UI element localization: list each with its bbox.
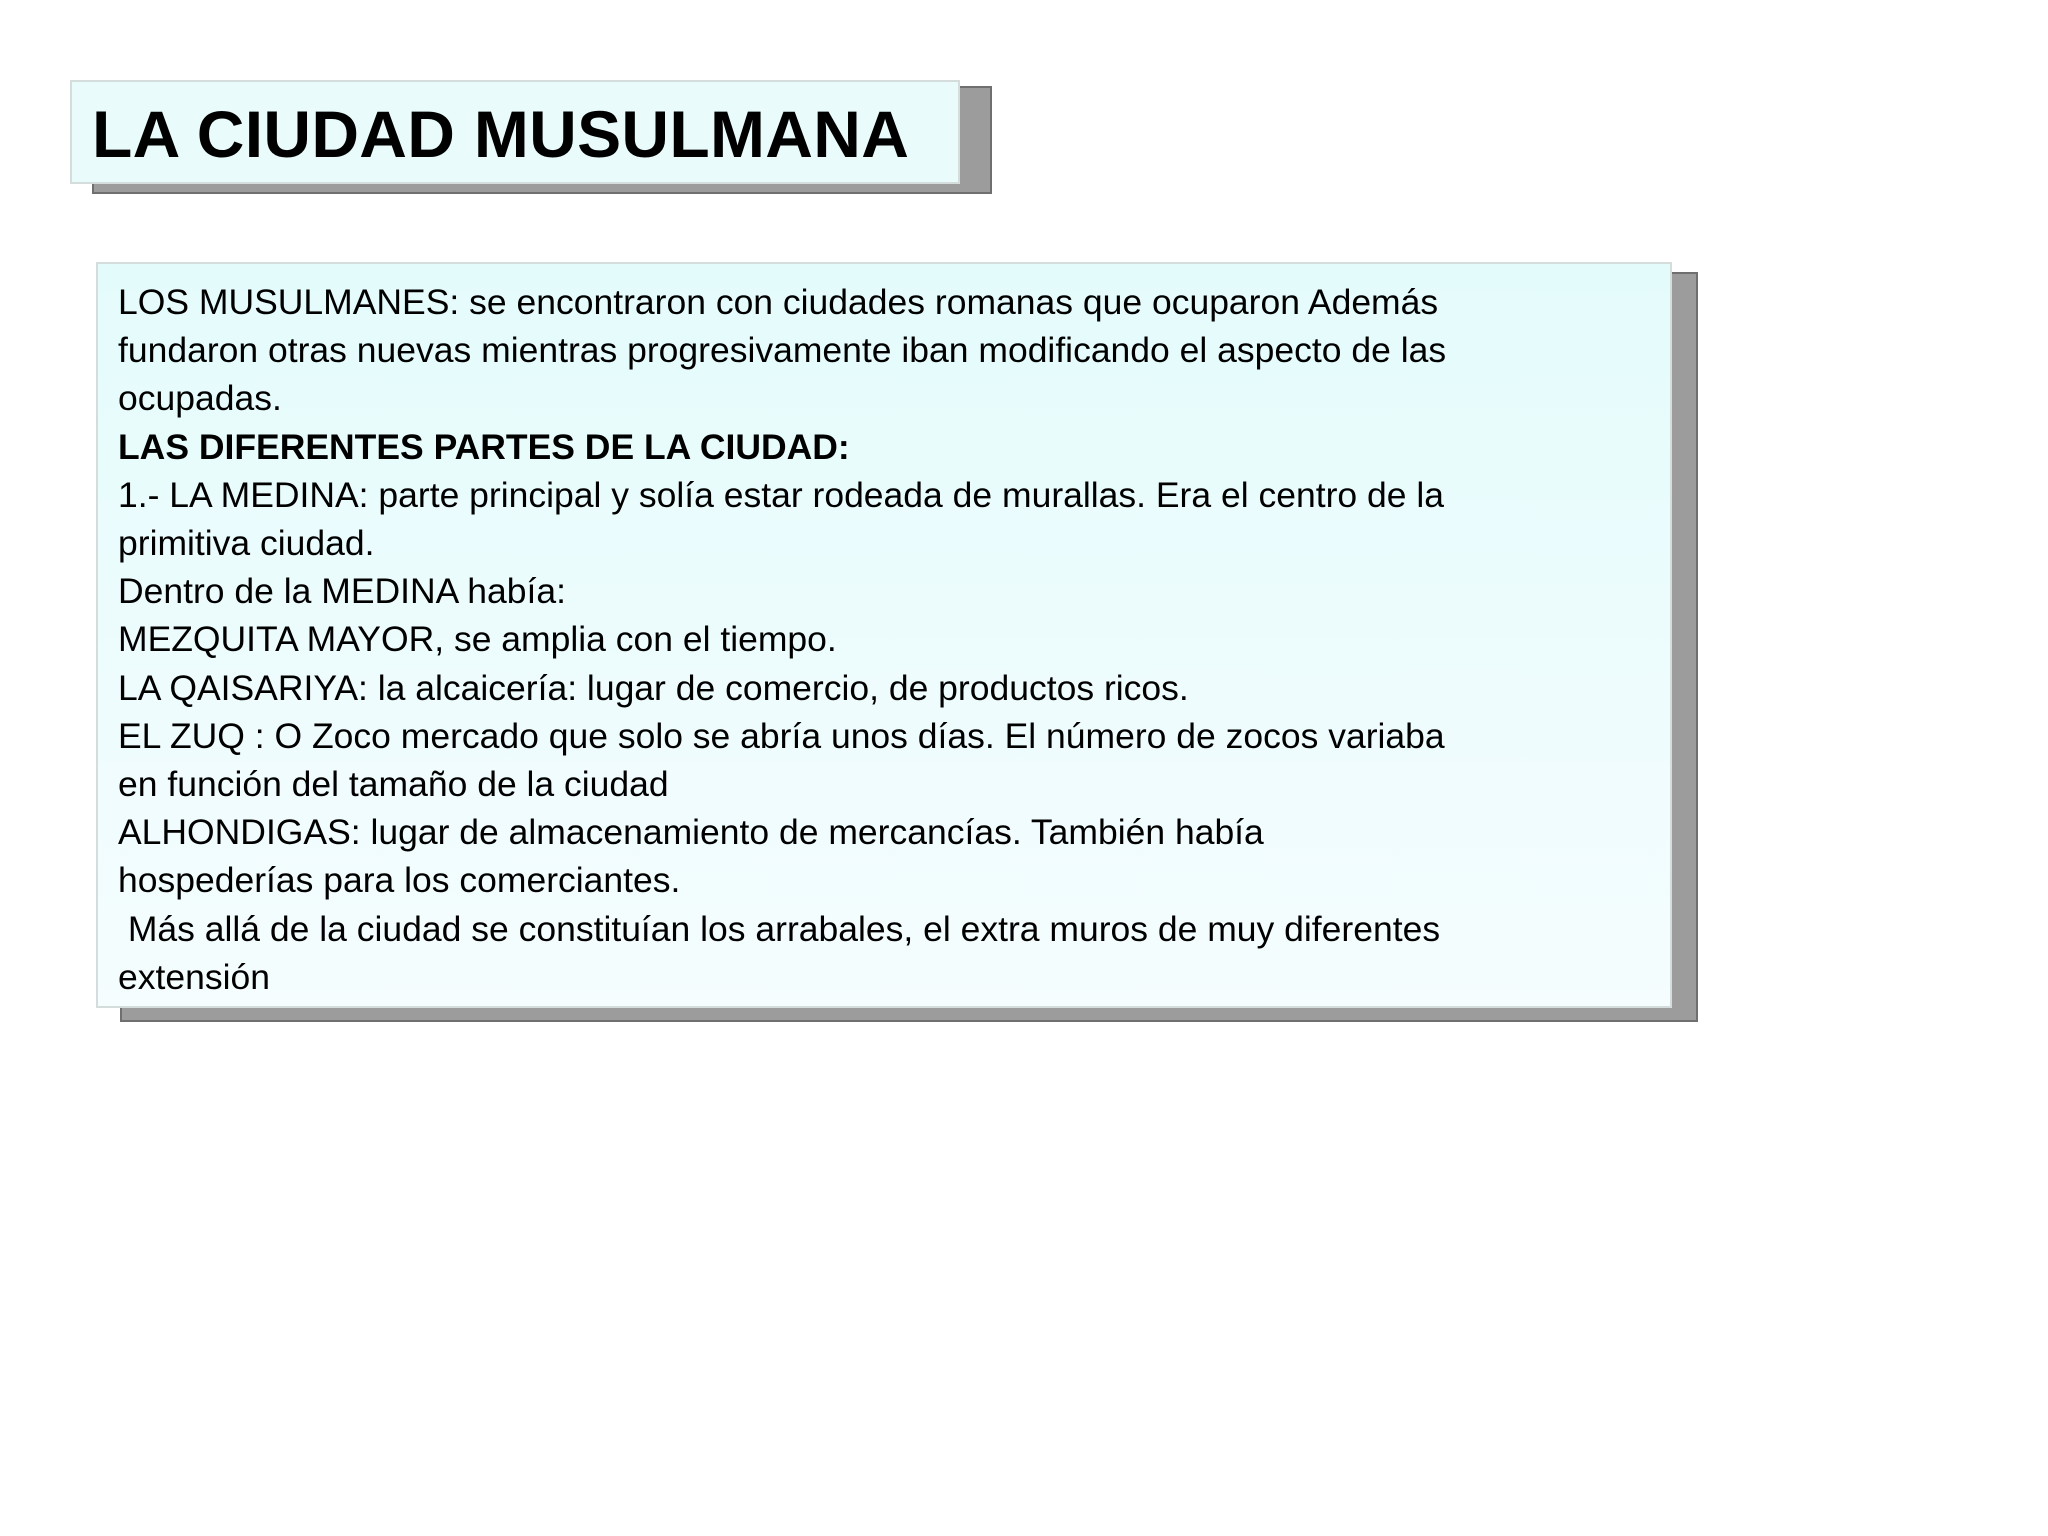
body-line-qaisariya: LA QAISARIYA: la alcaicería: lugar de comercio, de productos ricos. <box>118 667 1189 708</box>
body-line-mezquita: MEZQUITA MAYOR, se amplia con el tiempo. <box>118 619 837 660</box>
body-line-zuq-2: en función del tamaño de la ciudad <box>118 764 669 805</box>
body-line-alhondigas-2: hospederías para los comerciantes. <box>118 860 681 901</box>
body-line-arrabales-2: extensión <box>118 956 270 997</box>
body-line-alhondigas-1: ALHONDIGAS: lugar de almacenamiento de mercancías. También había <box>118 812 1264 853</box>
section-heading: LAS DIFERENTES PARTES DE LA CIUDAD: <box>118 426 850 467</box>
body-line-medina-1: 1.- LA MEDINA: parte principal y solía estar rodeada de murallas. Era el centro de la <box>118 474 1444 515</box>
body-line-zuq-1: EL ZUQ : O Zoco mercado que solo se abría unos días. El número de zocos variaba <box>118 715 1445 756</box>
content-box <box>96 262 1672 1008</box>
body-line-arrabales-1: Más allá de la ciudad se constituían los arrabales, el extra muros de muy diferentes <box>118 908 1441 949</box>
body-line-intro-1: LOS MUSULMANES: se encontraron con ciudades romanas que ocuparon Además <box>118 282 1439 322</box>
body-line-medina-2: primitiva ciudad. <box>118 523 375 564</box>
page-title: LA CIUDAD MUSULMANA <box>92 97 910 171</box>
body-line-intro-2: fundaron otras nuevas mientras progresivamente iban modificando el aspecto de las <box>118 330 1447 371</box>
body-line-medina-contents: Dentro de la MEDINA había: <box>118 571 566 612</box>
body-line-intro-3: ocupadas. <box>118 378 282 419</box>
title-box <box>70 80 960 184</box>
